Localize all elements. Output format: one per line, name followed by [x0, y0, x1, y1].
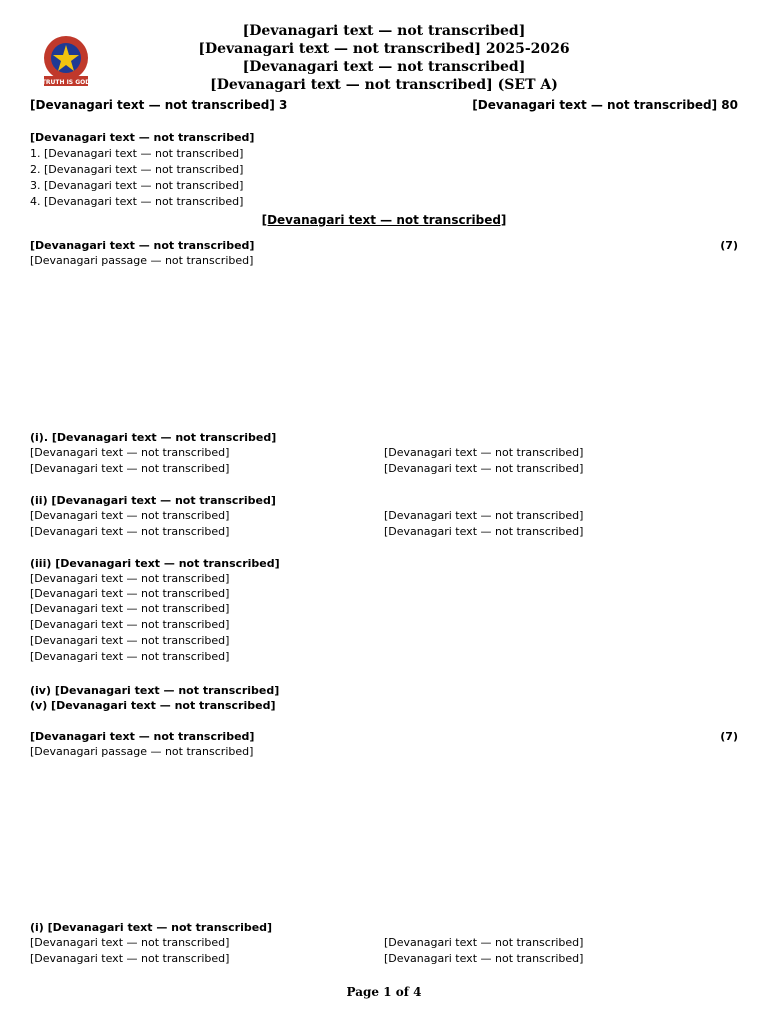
question-1 [30, 430, 738, 477]
option: [Devanagari text — not transcribed] [384, 525, 584, 538]
question-6 [30, 920, 738, 967]
school-name: [Devanagari text — not transcribed] [242, 23, 526, 39]
option: [Devanagari text — not transcribed] [30, 462, 230, 475]
question-text: (iii) [Devanagari text — not transcribed] [30, 557, 280, 570]
question-text: (ii) [Devanagari text — not transcribed] [30, 494, 276, 507]
instruction-item: 4. [Devanagari text — not transcribed] [30, 195, 244, 208]
question-text: (i) [Devanagari text — not transcribed] [30, 921, 273, 934]
option: [Devanagari text — not transcribed] [384, 509, 584, 522]
passage-heading: [Devanagari text — not transcribed] [30, 730, 255, 743]
exam-header [0, 22, 768, 94]
option: [Devanagari text — not transcribed] [30, 618, 230, 631]
class-label: [Devanagari text — not transcribed] [242, 59, 526, 75]
option: [Devanagari text — not transcribed] [384, 462, 584, 475]
option: [Devanagari text — not transcribed] [384, 936, 584, 949]
passage-text: [Devanagari passage — not transcribed] [30, 745, 254, 758]
question-3 [30, 556, 738, 665]
option: [Devanagari text — not transcribed] [30, 525, 230, 538]
passage-text: [Devanagari passage — not transcribed] [30, 254, 254, 267]
option: [Devanagari text — not transcribed] [30, 952, 230, 965]
exam-title: [Devanagari text — not transcribed] 2025-2026 [198, 41, 570, 57]
passage-2 [30, 729, 738, 759]
option: [Devanagari text — not transcribed] [384, 446, 584, 459]
passage-marks: (7) [720, 239, 738, 252]
passage-marks: (7) [720, 730, 738, 743]
option: [Devanagari text — not transcribed] [30, 650, 230, 663]
instruction-item: 1. [Devanagari text — not transcribed] [30, 147, 244, 160]
option: [Devanagari text — not transcribed] [30, 602, 230, 615]
question-text: (v) [Devanagari text — not transcribed] [30, 699, 276, 712]
section-title: [Devanagari text — not transcribed] [261, 213, 507, 227]
question-text: (iv) [Devanagari text — not transcribed] [30, 684, 280, 697]
page-number: Page 1 of 4 [346, 985, 422, 999]
option: [Devanagari text — not transcribed] [384, 952, 584, 965]
option: [Devanagari text — not transcribed] [30, 634, 230, 647]
question-2 [30, 493, 738, 540]
option: [Devanagari text — not transcribed] [30, 936, 230, 949]
total-marks: [Devanagari text — not transcribed] 80 [472, 98, 738, 112]
general-instructions [30, 130, 254, 210]
svg-text:TRUTH IS GOD: TRUTH IS GOD [41, 79, 91, 86]
instructions-title: [Devanagari text — not transcribed] [30, 131, 255, 144]
question-text: (i). [Devanagari text — not transcribed] [30, 431, 277, 444]
option: [Devanagari text — not transcribed] [30, 509, 230, 522]
passage-heading: [Devanagari text — not transcribed] [30, 239, 255, 252]
reason: [Devanagari text — not transcribed] [30, 587, 230, 600]
question-4-5 [30, 683, 738, 713]
subject-label: [Devanagari text — not transcribed] (SET A) [210, 77, 558, 93]
exam-meta [30, 98, 738, 112]
assertion: [Devanagari text — not transcribed] [30, 572, 230, 585]
instruction-item: 2. [Devanagari text — not transcribed] [30, 163, 244, 176]
time-duration: [Devanagari text — not transcribed] 3 [30, 98, 288, 112]
option: [Devanagari text — not transcribed] [30, 446, 230, 459]
instruction-item: 3. [Devanagari text — not transcribed] [30, 179, 244, 192]
passage-1 [30, 238, 738, 268]
